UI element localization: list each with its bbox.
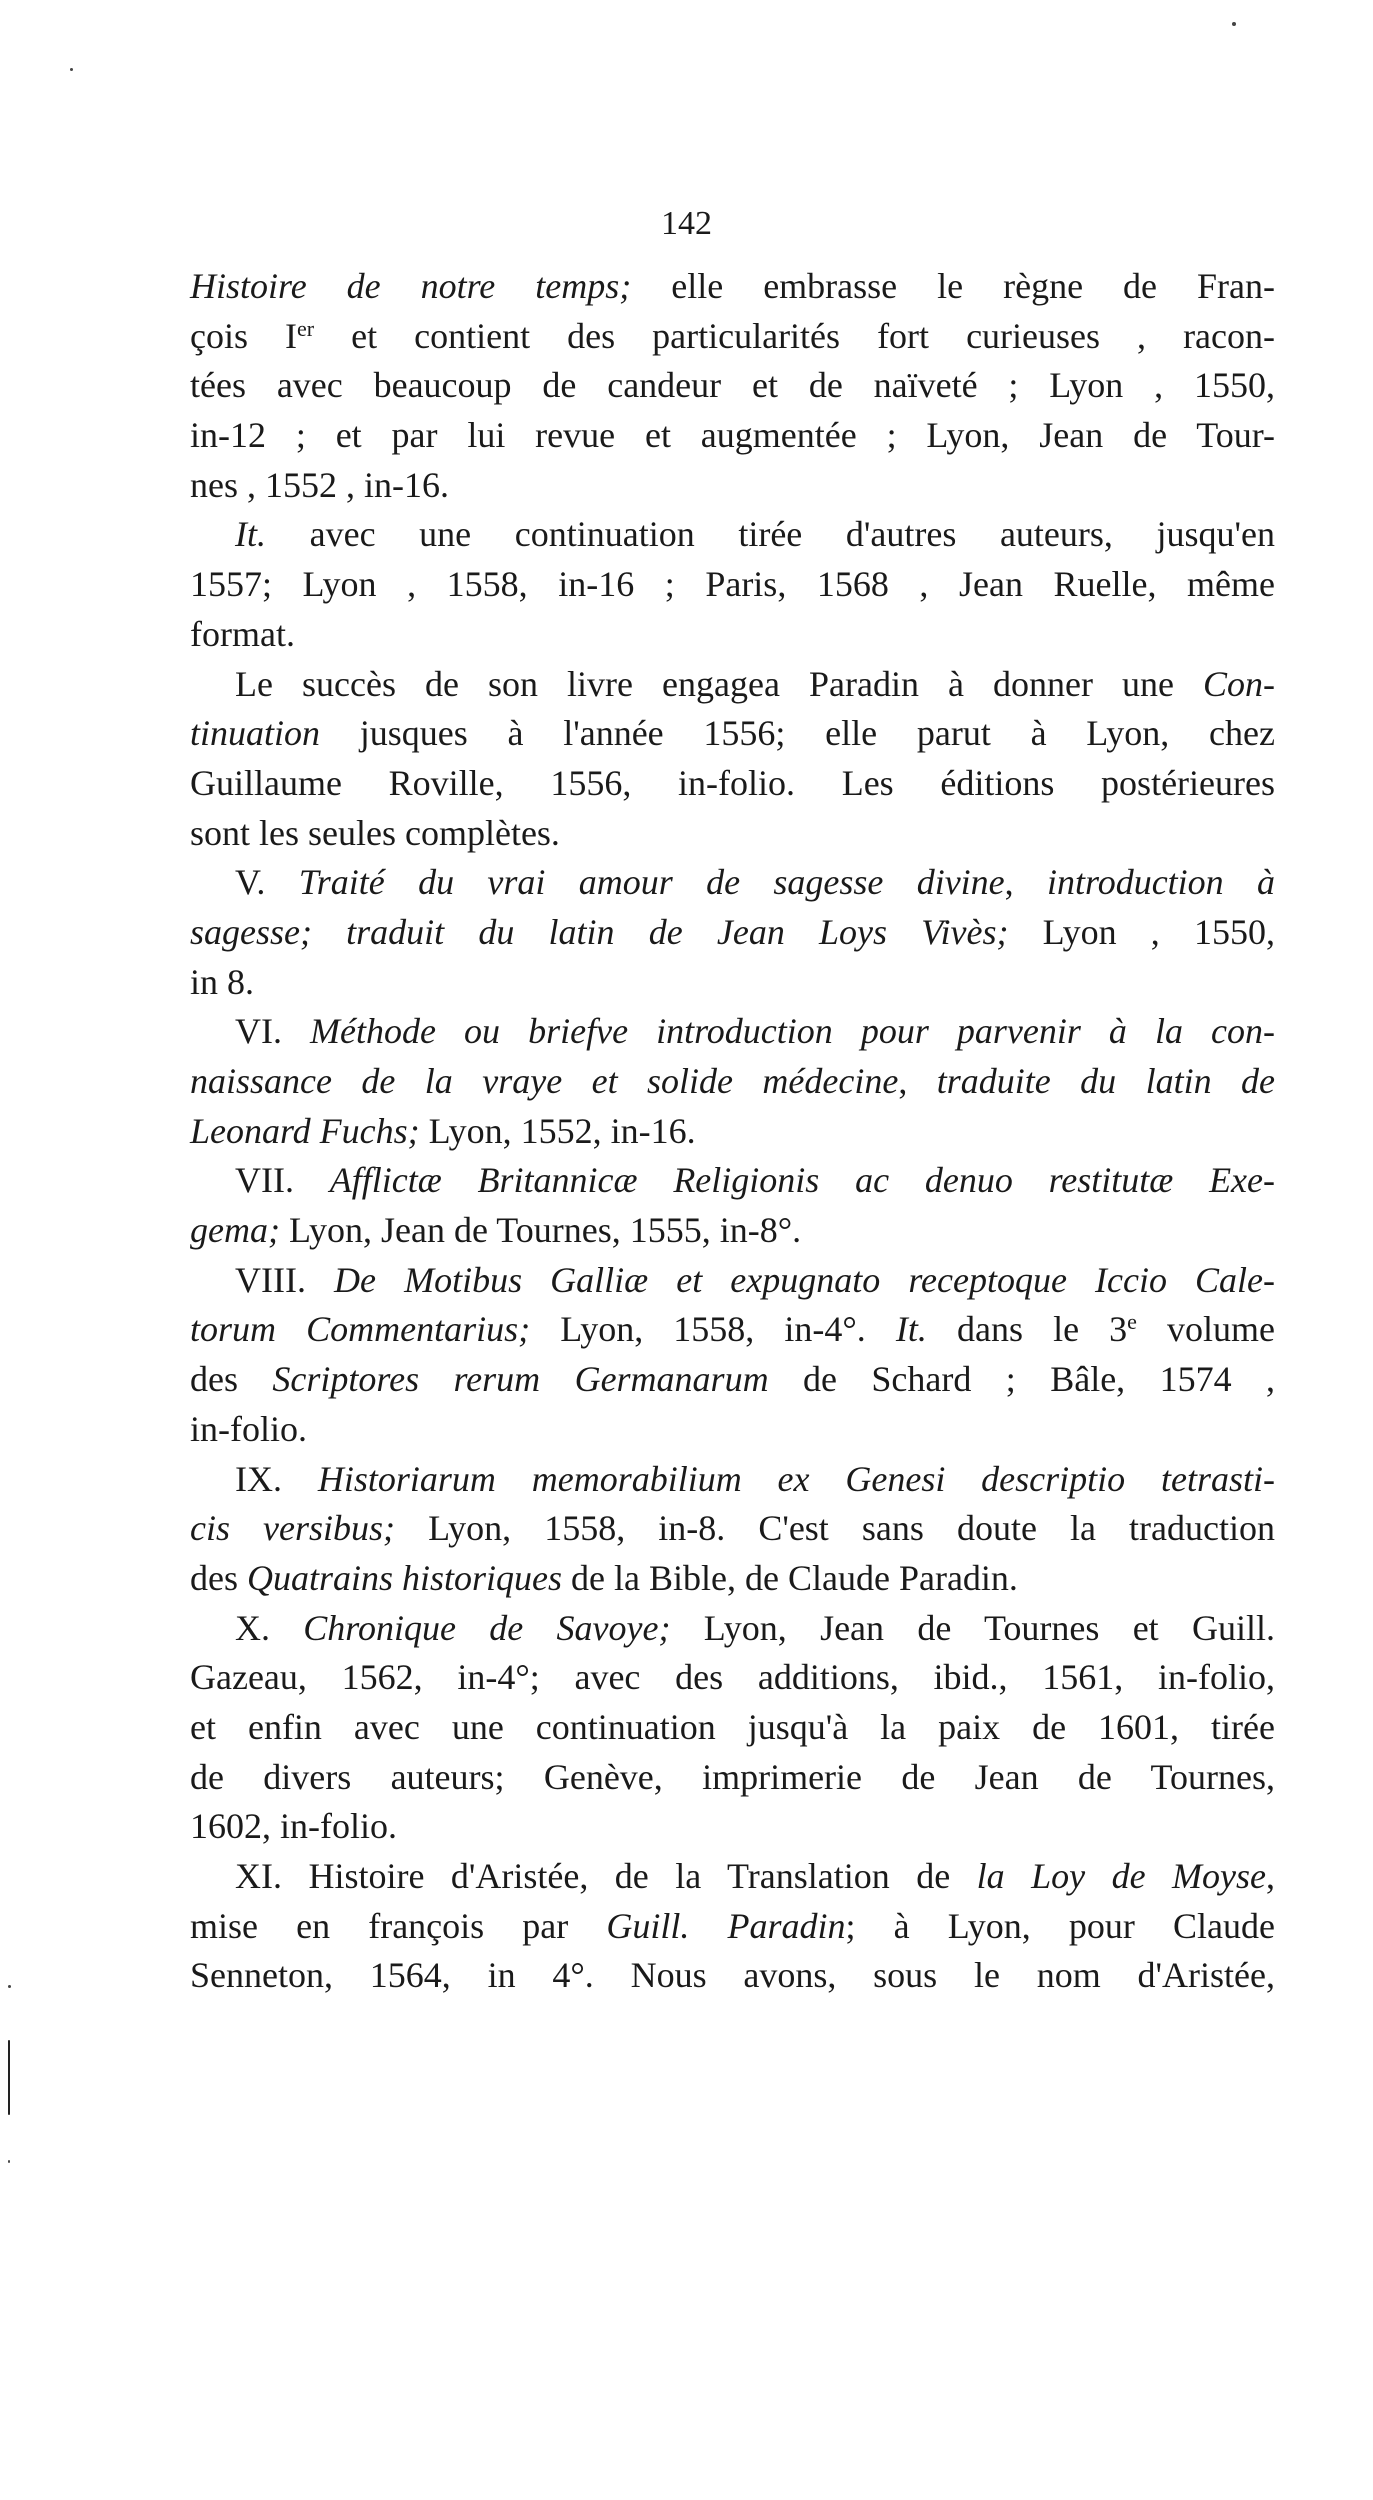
text-run: , [898, 1061, 937, 1101]
text-line [190, 1405, 1275, 1455]
text-line [190, 1504, 1275, 1554]
text-run: format. [190, 613, 295, 654]
italic-text: traduite du latin de [936, 1061, 1275, 1101]
italic-text: naissance de la vraye et solide médecine [190, 1061, 899, 1101]
italic-text: Chronique de Savoye; [303, 1607, 671, 1648]
text-run: dans le 3 [926, 1309, 1128, 1350]
text-line [190, 610, 1275, 660]
text-run: sont les seules complètes. [190, 812, 560, 853]
text-line [190, 1902, 1275, 1952]
text-run: nes , 1552 , in-16. [190, 464, 449, 505]
text-run: mise en françois par [190, 1905, 607, 1946]
text-line [190, 759, 1275, 809]
text-run: Le succès de son livre engagea Paradin à donner une [235, 663, 1203, 704]
text-run: elle embrasse le règne de Fran- [631, 266, 1275, 306]
text-run: de Schard ; Bâle, 1574 , [768, 1359, 1276, 1400]
text-line [190, 908, 1275, 958]
italic-text: Con- [1203, 663, 1275, 704]
superscript: er [297, 315, 315, 341]
italic-text: Scriptores rerum Germanarum [272, 1359, 769, 1400]
italic-text: Méthode ou briefve introduction pour parvenir à la con- [310, 1011, 1275, 1052]
text-run: , [1266, 1856, 1275, 1896]
italic-text: tinuation [190, 713, 321, 754]
text-run: ; à Lyon, pour Claude [845, 1905, 1275, 1946]
text-line [190, 1951, 1275, 2001]
scan-speck [1232, 22, 1236, 26]
superscript: e [1127, 1309, 1137, 1335]
text-run: Guillaume Roville, 1556, in-folio. Les éditions postérieures [190, 762, 1275, 803]
text-run: et contient des particularités fort curieuses , racon- [314, 315, 1276, 356]
text-line [190, 262, 1275, 312]
text-line [190, 411, 1275, 461]
body-text [190, 262, 1275, 2001]
italic-text: Traité du vrai amour de sagesse divine [298, 862, 1005, 903]
text-line [190, 510, 1275, 560]
italic-text: torum Commentarius; [190, 1309, 531, 1350]
text-run: de divers auteurs; Genève, imprimerie de Jean de Tournes, [190, 1756, 1275, 1797]
text-run: VIII. [235, 1259, 335, 1300]
text-line [190, 660, 1275, 710]
text-run: avec une continuation tirée d'autres auteurs, jusqu'en [266, 514, 1275, 555]
text-line [190, 1604, 1275, 1654]
italic-text: De Motibus Galliæ et expugnato receptoque Iccio Cale- [334, 1259, 1276, 1300]
text-run: Lyon, 1552, in-16. [419, 1110, 696, 1151]
italic-text: It. [895, 1309, 927, 1350]
text-run: Lyon, Jean de Tournes, 1555, in-8°. [279, 1210, 802, 1251]
text-line [190, 1753, 1275, 1803]
text-line [190, 1852, 1275, 1902]
text-line [190, 1007, 1275, 1057]
text-line [190, 1156, 1275, 1206]
text-line [190, 1206, 1275, 1256]
italic-text: Historiarum memorabilium ex Genesi descriptio tetrasti- [317, 1458, 1275, 1499]
text-run: des [190, 1557, 247, 1598]
text-run: et enfin avec une continuation jusqu'à la paix de 1601, tirée [190, 1706, 1275, 1747]
italic-text: sagesse; traduit du latin de Jean Loys Vivès; [190, 911, 1009, 952]
italic-text: Afflictæ Britannicæ Religionis ac denuo restitutæ Exe- [329, 1160, 1275, 1201]
text-run: de la Bible, de Claude Paradin. [562, 1557, 1018, 1598]
text-run: des [190, 1359, 273, 1400]
text-run: 1557; Lyon , 1558, in-16 ; Paris, 1568 , Jean Ruelle, même [190, 564, 1275, 605]
text-line [190, 1554, 1275, 1604]
text-run: tées avec beaucoup de candeur et de naïveté ; Lyon , 1550, [190, 365, 1275, 406]
text-run: Senneton, 1564, in 4°. Nous avons, sous le nom d'Aristée, [190, 1955, 1275, 1996]
italic-text: gema; [190, 1210, 280, 1251]
text-line [190, 1703, 1275, 1753]
scan-speck [70, 68, 73, 71]
text-run: , [1004, 862, 1048, 903]
text-line [190, 1305, 1275, 1355]
text-line [190, 709, 1275, 759]
text-line [190, 560, 1275, 610]
text-line [190, 312, 1275, 362]
text-run: jusques à l'année 1556; elle parut à Lyon, chez [320, 713, 1275, 754]
text-run: Lyon, Jean de Tournes et Guill. [670, 1607, 1275, 1648]
text-line [190, 1256, 1275, 1306]
scan-edge-mark [8, 2040, 10, 2115]
text-line [190, 858, 1275, 908]
page-number: 142 [661, 205, 712, 242]
text-run: Gazeau, 1562, in-4°; avec des additions, ibid., 1561, in-folio, [190, 1657, 1275, 1698]
italic-text: introduction à [1047, 862, 1276, 903]
text-line [190, 461, 1275, 511]
text-run: VII. [235, 1160, 330, 1201]
text-line [190, 1802, 1275, 1852]
text-run: IX. [235, 1458, 318, 1499]
text-line [190, 1057, 1275, 1107]
text-line [190, 958, 1275, 1008]
text-line [190, 1355, 1275, 1405]
text-line [190, 1107, 1275, 1157]
text-run: VI. [235, 1011, 311, 1052]
text-line [190, 1455, 1275, 1505]
text-line [190, 1653, 1275, 1703]
text-run: XI. Histoire d'Aristée, de la Translation de [235, 1856, 977, 1896]
text-run: in-12 ; et par lui revue et augmentée ; Lyon, Jean de Tour- [190, 415, 1275, 456]
italic-text: Leonard Fuchs; [190, 1110, 420, 1151]
text-run: Lyon, 1558, in-4°. [530, 1309, 896, 1350]
italic-text: Histoire de notre temps; [190, 266, 632, 306]
text-run: V. [235, 862, 299, 903]
text-run: in 8. [190, 961, 255, 1002]
text-line [190, 809, 1275, 859]
italic-text: It. [235, 514, 266, 555]
italic-text: cis versibus; [190, 1508, 396, 1549]
text-run: in-folio. [190, 1408, 307, 1449]
scan-speck [8, 1985, 11, 1988]
text-run: volume [1136, 1309, 1276, 1350]
text-run: Lyon , 1550, [1008, 911, 1275, 952]
text-run: çois I [190, 315, 298, 356]
scan-speck [8, 2160, 10, 2163]
text-line [190, 361, 1275, 411]
text-run: X. [235, 1607, 304, 1648]
italic-text: Guill. Paradin [606, 1905, 846, 1946]
text-run: 1602, in-folio. [190, 1806, 397, 1847]
text-run: Lyon, 1558, in-8. C'est sans doute la traduction [395, 1508, 1275, 1549]
italic-text: la Loy de Moyse [976, 1856, 1266, 1896]
italic-text: Quatrains historiques [247, 1557, 563, 1598]
